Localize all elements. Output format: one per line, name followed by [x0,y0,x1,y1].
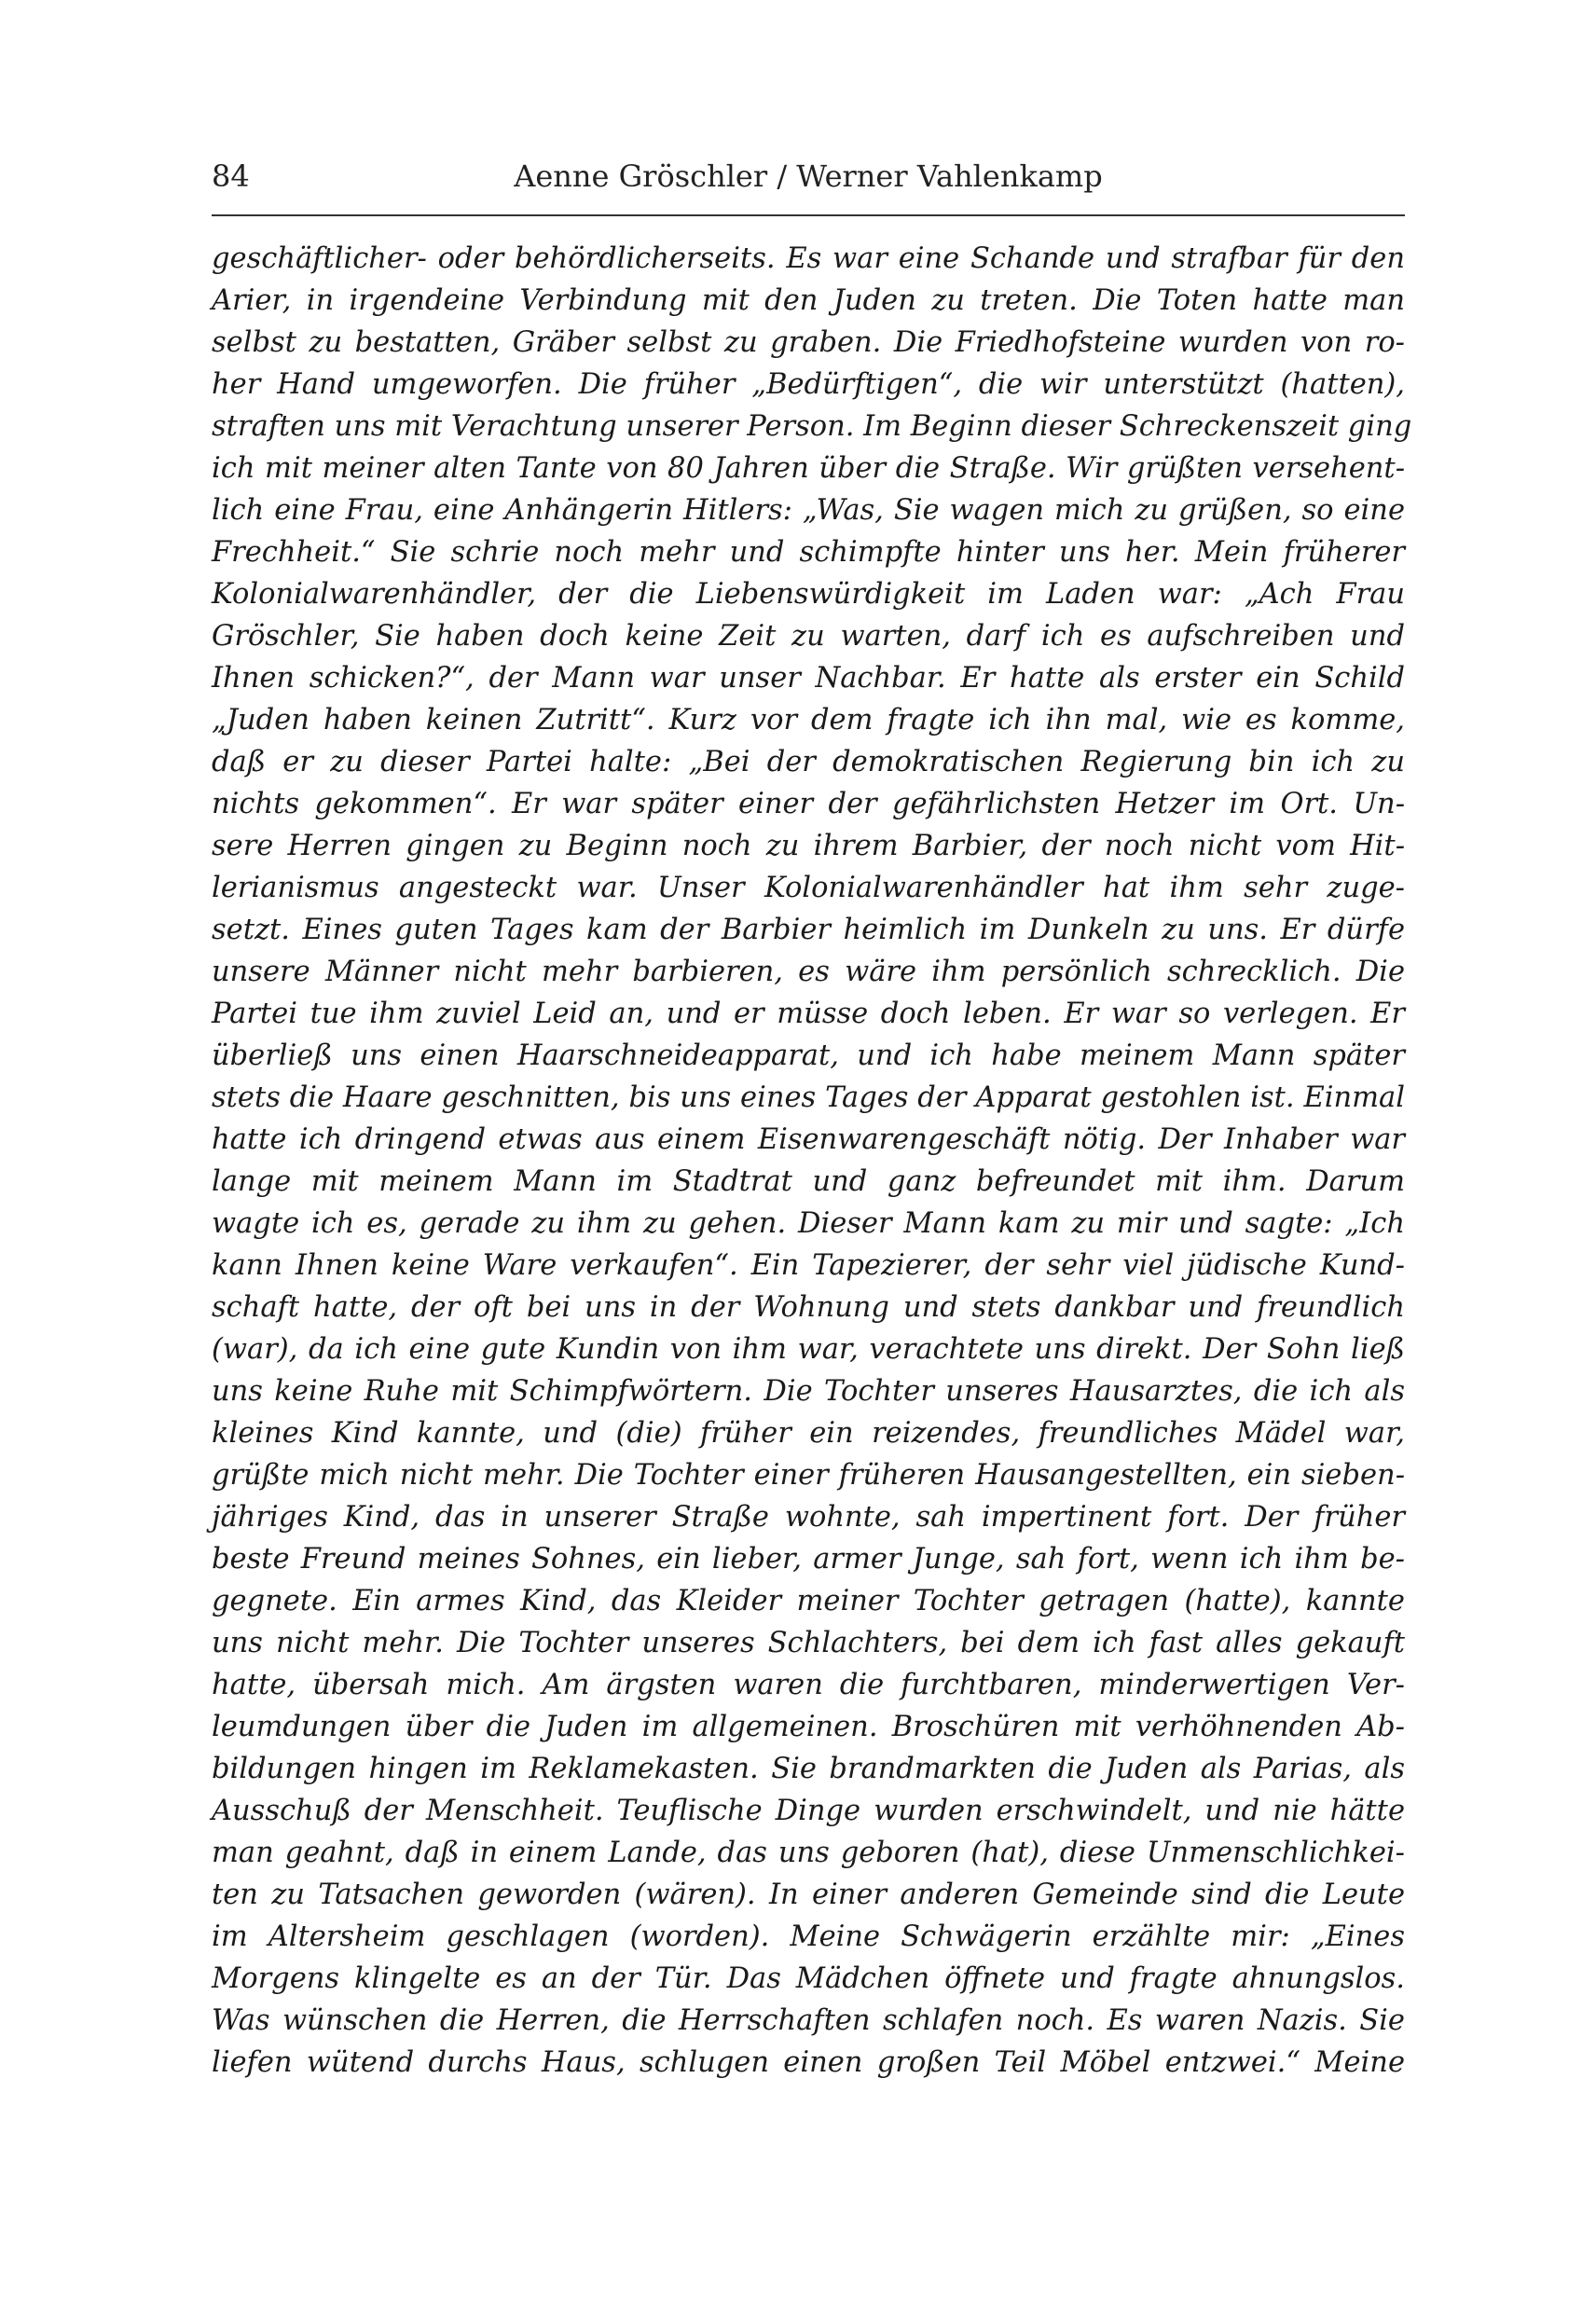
text-line: Ihnen schicken?“, der Mann war unser Nachbar. Er hatte als erster ein Schild [212,662,1405,695]
text-line: bildungen hingen im Reklamekasten. Sie brandmarkten die Juden als Parias, als [212,1753,1405,1785]
text-line: uns nicht mehr. Die Tochter unseres Schlachters, bei dem ich fast alles gekauft [212,1627,1405,1659]
text-line: lange mit meinem Mann im Stadtrat und ganz befreundet mit ihm. Darum [212,1165,1405,1198]
text-line: nichts gekommen“. Er war später einer der gefährlichsten Hetzer im Ort. Un- [212,788,1405,820]
text-line: gegnete. Ein armes Kind, das Kleider meiner Tochter getragen (hatte), kannte [212,1585,1405,1617]
text-line: geschäftlicher- oder behördlicherseits. Es war eine Schande und strafbar für den [212,242,1405,275]
text-line: Frechheit.“ Sie schrie noch mehr und schimpfte hinter uns her. Mein früherer [212,536,1405,569]
text-line: lich eine Frau, eine Anhängerin Hitlers: „Was, Sie wagen mich zu grüßen, so eine [212,494,1405,527]
text-line: schaft hatte, der oft bei uns in der Wohnung und stets dankbar und freundlich [212,1291,1405,1324]
text-line: Morgens klingelte es an der Tür. Das Mädchen öffnete und fragte ahnungslos. [212,1962,1405,1995]
text-line: hatte, übersah mich. Am ärgsten waren die furchtbaren, minderwertigen Ver- [212,1669,1405,1701]
text-line: hatte ich dringend etwas aus einem Eisenwarengeschäft nötig. Der Inhaber war [212,1123,1405,1156]
running-title: Aenne Gröschler / Werner Vahlenkamp [514,158,1103,194]
text-line: Kolonialwarenhändler, der die Liebenswürdigkeit im Laden war: „Ach Frau [212,578,1405,611]
text-line: wagte ich es, gerade zu ihm zu gehen. Dieser Mann kam zu mir und sagte: „Ich [212,1207,1405,1240]
text-line: her Hand umgeworfen. Die früher „Bedürftigen“, die wir unterstützt (hatten), [212,368,1405,401]
text-line: Partei tue ihm zuviel Leid an, und er müsse doch leben. Er war so verlegen. Er [212,998,1405,1030]
text-line: Ausschuß der Menschheit. Teuflische Dinge wurden erschwindelt, und nie hätte [212,1795,1405,1827]
text-line: grüßte mich nicht mehr. Die Tochter einer früheren Hausangestellten, ein sieben- [212,1459,1405,1492]
text-line: setzt. Eines guten Tages kam der Barbier heimlich im Dunkeln zu uns. Er dürfe [212,914,1405,946]
text-line: man geahnt, daß in einem Lande, das uns geboren (hat), diese Unmenschlichkei- [212,1837,1405,1869]
text-line: selbst zu bestatten, Gräber selbst zu graben. Die Friedhofsteine wurden von ro- [212,326,1405,359]
header-rule [212,214,1405,216]
text-line: lerianismus angesteckt war. Unser Kolonialwarenhändler hat ihm sehr zuge- [212,872,1405,904]
body-text [212,238,1412,2084]
text-line: Was wünschen die Herren, die Herrschaften schlafen noch. Es waren Nazis. Sie [212,2004,1405,2037]
page-number: 84 [212,158,250,194]
text-line: Gröschler, Sie haben doch keine Zeit zu warten, darf ich es aufschreiben und [212,620,1405,653]
text-line: kann Ihnen keine Ware verkaufen“. Ein Tapezierer, der sehr viel jüdische Kund- [212,1249,1405,1282]
text-line: straften uns mit Verachtung unserer Person. Im Beginn dieser Schreckenszeit ging [212,410,1412,443]
text-line: uns keine Ruhe mit Schimpfwörtern. Die Tochter unseres Hausarztes, die ich als [212,1375,1405,1408]
text-line: liefen wütend durchs Haus, schlugen einen großen Teil Möbel entzwei.“ Meine [212,2046,1405,2079]
text-line: jähriges Kind, das in unserer Straße wohnte, sah impertinent fort. Der früher [212,1501,1405,1534]
text-line: beste Freund meines Sohnes, ein lieber, armer Junge, sah fort, wenn ich ihm be- [212,1543,1405,1576]
text-line: Arier, in irgendeine Verbindung mit den Juden zu treten. Die Toten hatte man [212,284,1405,317]
text-line: „Juden haben keinen Zutritt“. Kurz vor dem fragte ich ihn mal, wie es komme, [212,704,1405,736]
text-line: sere Herren gingen zu Beginn noch zu ihrem Barbier, der noch nicht vom Hit- [212,830,1405,862]
text-line: (war), da ich eine gute Kundin von ihm war, verachtete uns direkt. Der Sohn ließ [212,1333,1405,1366]
text-line: unsere Männer nicht mehr barbieren, es wäre ihm persönlich schrecklich. Die [212,956,1405,988]
text-line: überließ uns einen Haarschneideapparat, und ich habe meinem Mann später [212,1039,1405,1072]
text-line: leumdungen über die Juden im allgemeinen. Broschüren mit verhöhnenden Ab- [212,1711,1405,1743]
text-line: ich mit meiner alten Tante von 80 Jahren über die Straße. Wir grüßten versehent- [212,452,1405,485]
text-line: daß er zu dieser Partei halte: „Bei der demokratischen Regierung bin ich zu [212,746,1405,778]
text-line: im Altersheim geschlagen (worden). Meine Schwägerin erzählte mir: „Eines [212,1920,1405,1953]
page-header [212,158,1405,207]
text-line: kleines Kind kannte, und (die) früher ein reizendes, freundliches Mädel war, [212,1417,1405,1450]
text-line: ten zu Tatsachen geworden (wären). In einer anderen Gemeinde sind die Leute [212,1878,1405,1911]
text-line: stets die Haare geschnitten, bis uns eines Tages der Apparat gestohlen ist. Einmal [212,1081,1405,1114]
